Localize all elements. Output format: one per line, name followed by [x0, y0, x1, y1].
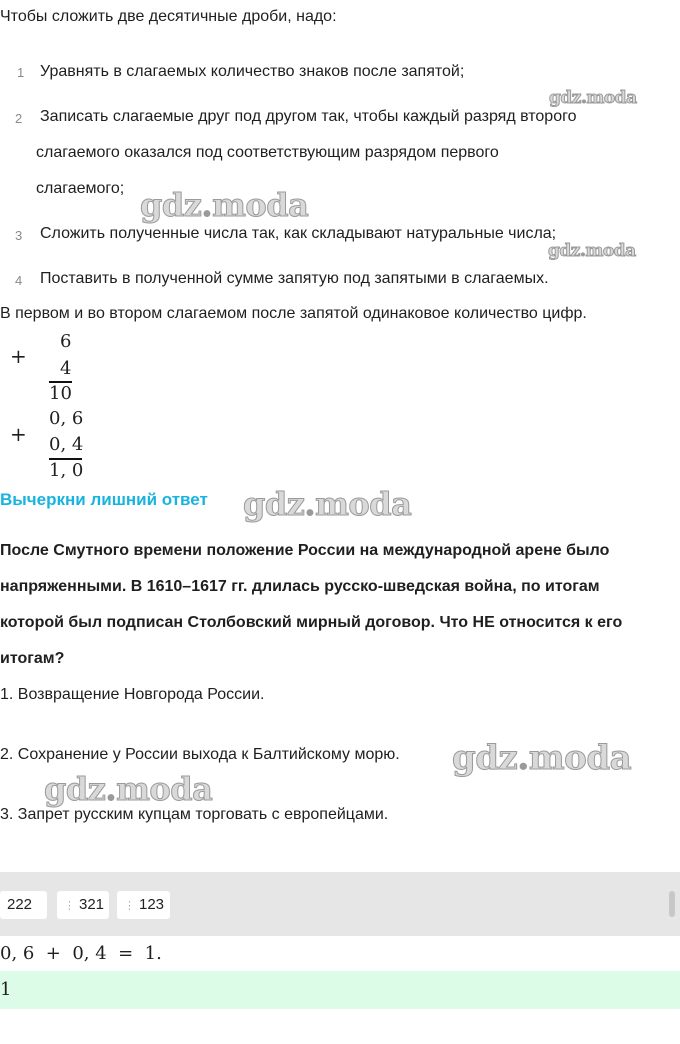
step-2-number: 2: [15, 111, 23, 126]
step-2-text-line2: слагаемого оказался под соответствующим разрядом первого: [36, 144, 499, 161]
question-line-2: напряженными. В 1610–1617 гг. длилась русско-шведская война, по итогам: [0, 578, 600, 595]
plus-sign-1: +: [10, 344, 27, 368]
step-3-number: 3: [15, 228, 23, 243]
answer-chip-1[interactable]: [0, 891, 47, 919]
addend-bottom-1: 4: [60, 358, 72, 379]
step-4-number: 4: [15, 273, 23, 288]
question-line-4: итогам?: [0, 650, 65, 667]
intro-text: Чтобы сложить две десятичные дроби, надо:: [0, 8, 337, 25]
plus-sign-2: +: [10, 422, 27, 446]
drag-handle-icon: ⋮: [64, 900, 75, 912]
option-2: 2. Сохранение у России выхода к Балтийскому морю.: [0, 746, 400, 763]
step-2-text-line1: Записать слагаемые друг под другом так, чтобы каждый разряд второго: [40, 108, 577, 125]
step-2-text-line3: слагаемого;: [36, 180, 125, 197]
equation: 0, 6 + 0, 4 = 1.: [0, 943, 162, 964]
step-1-text: Уравнять в слагаемых количество знаков после запятой;: [40, 63, 465, 80]
answer-chip-1-label: 222: [7, 896, 33, 913]
answer-chip-2-label: 321: [79, 896, 105, 913]
result-row: [0, 971, 680, 1009]
option-1: 1. Возвращение Новгорода России.: [0, 686, 265, 703]
watermark-logo: gdz.moda: [452, 738, 632, 778]
drag-handle-icon: ⋮: [124, 900, 135, 912]
addend-bottom-2: 0, 4: [49, 434, 84, 455]
scrollbar-handle[interactable]: [669, 891, 675, 917]
sum-2: 1, 0: [49, 460, 84, 481]
answer-chip-3[interactable]: [117, 891, 170, 919]
step-4-text: Поставить в полученной сумме запятую под запятыми в слагаемых.: [40, 270, 549, 287]
option-3: 3. Запрет русским купцам торговать с европейцами.: [0, 806, 389, 823]
watermark-logo: gdz.moda: [44, 770, 213, 808]
watermark-logo: gdz.moda: [549, 88, 637, 108]
question-line-1: После Смутного времени положение России на международной арене было: [0, 542, 610, 559]
note-text: В первом и во втором слагаемом после запятой одинаковое количество цифр.: [0, 305, 587, 322]
sum-1: 10: [49, 383, 72, 404]
answer-bar: [0, 872, 680, 936]
question-line-3: которой был подписан Столбовский мирный договор. Что НЕ относится к его: [0, 614, 623, 631]
step-3-text: Сложить полученные числа так, как складывают натуральные числа;: [40, 225, 557, 242]
step-1-number: 1: [17, 65, 25, 80]
task-heading: Вычеркни лишний ответ: [0, 490, 208, 509]
watermark-logo: gdz.moda: [140, 186, 309, 224]
watermark-logo: gdz.moda: [548, 241, 636, 261]
watermark-logo: gdz.moda: [243, 485, 412, 523]
answer-chip-3-label: 123: [139, 896, 165, 913]
result-value: 1: [0, 979, 12, 1000]
answer-chip-2[interactable]: [57, 891, 109, 919]
addend-top-2: 0, 6: [49, 408, 84, 429]
addend-top-1: 6: [60, 331, 72, 352]
